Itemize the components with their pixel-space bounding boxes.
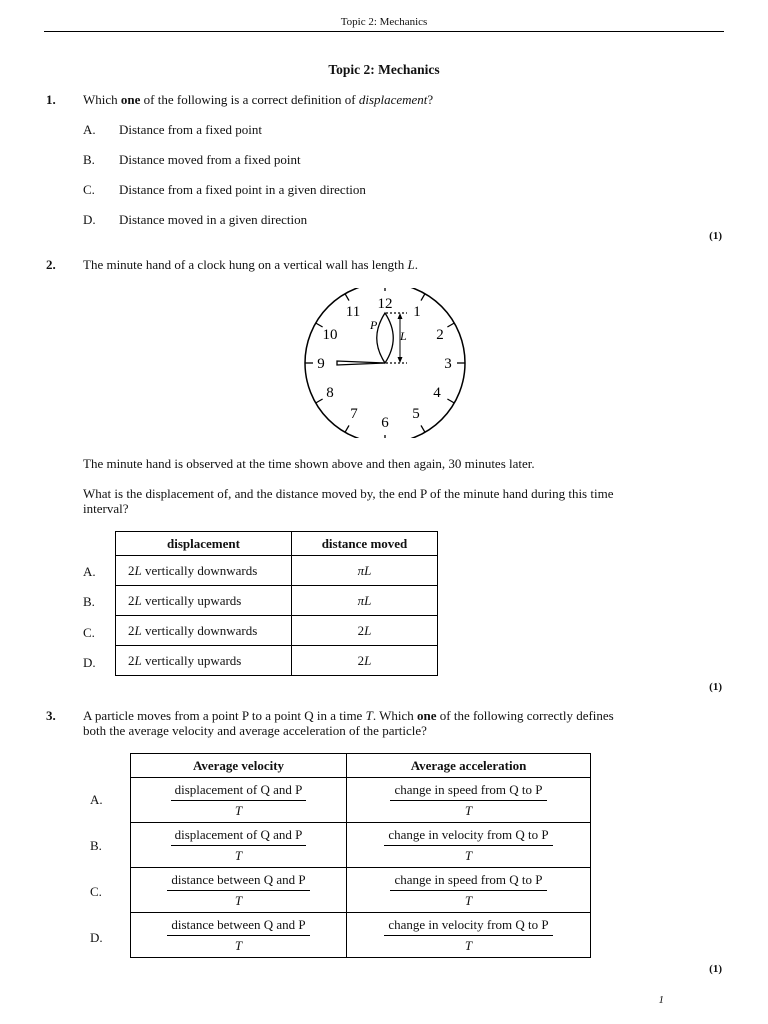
q1-text-middle: of the following is a correct definition of <box>140 92 359 107</box>
q2-option-letter: C. <box>83 625 95 640</box>
clock-numeral-7: 7 <box>350 406 358 422</box>
distance-cell <box>292 586 438 616</box>
fraction-denominator: T <box>464 802 473 818</box>
q2-option-letter: A. <box>83 564 96 579</box>
q2-question-line1: What is the displacement of, and the distance moved by, the end P of the minute hand during this time <box>83 486 614 501</box>
dist-prefix: 2 <box>357 622 365 638</box>
clock-numeral-6: 6 <box>381 415 389 431</box>
table-row <box>131 778 591 823</box>
acceleration-fraction <box>384 917 552 954</box>
disp-variable: L <box>134 622 142 638</box>
fraction-numerator: change in velocity from Q to P <box>384 827 552 846</box>
header-average-acceleration: Average acceleration <box>347 754 591 778</box>
q1-option-text: Distance from a fixed point in a given direction <box>119 182 366 197</box>
clock-numeral-10: 10 <box>322 327 338 343</box>
table-row <box>116 646 438 676</box>
hour-hand <box>337 361 385 365</box>
displacement-cell <box>116 646 292 676</box>
q3-line1-bold: one <box>417 708 437 723</box>
clock-label-l: L <box>400 329 407 343</box>
q2-option-letter: B. <box>83 594 95 609</box>
clock-label-p: P <box>370 318 378 332</box>
table-row <box>116 616 438 646</box>
header-displacement: displacement <box>116 532 292 556</box>
distance-cell <box>292 556 438 586</box>
minute-hand <box>377 313 394 363</box>
fraction-numerator: displacement of Q and P <box>171 782 307 801</box>
clock-numeral-12: 12 <box>377 296 393 312</box>
distance-cell <box>292 616 438 646</box>
fraction-denominator: T <box>234 847 243 863</box>
q1-option-letter: B. <box>83 152 95 167</box>
page-title: Topic 2: Mechanics <box>328 62 440 77</box>
acceleration-cell <box>347 823 591 868</box>
disp-number: 2 <box>128 622 135 638</box>
length-arrow-head-top <box>398 313 403 319</box>
velocity-fraction <box>167 917 309 954</box>
clock-numeral-1: 1 <box>413 304 421 320</box>
clock-numeral-2: 2 <box>436 327 444 343</box>
clock-numeral-5: 5 <box>412 406 420 422</box>
q2-text-before: The minute hand of a clock hung on a vertical wall has length <box>83 257 408 272</box>
clock-numeral-11: 11 <box>345 304 361 320</box>
fraction-numerator: distance between Q and P <box>167 872 309 891</box>
q1-text-before: Which <box>83 92 121 107</box>
fraction-denominator: T <box>234 802 243 818</box>
displacement-cell <box>116 556 292 586</box>
q2-mark: (1) <box>709 681 722 693</box>
velocity-cell <box>131 868 347 913</box>
q3-option-letter: D. <box>90 930 103 945</box>
acceleration-fraction <box>390 782 546 819</box>
fraction-numerator: distance between Q and P <box>167 917 309 936</box>
q1-mark: (1) <box>709 230 722 242</box>
velocity-cell <box>131 913 347 958</box>
disp-direction: vertically upwards <box>141 652 242 668</box>
q3-text-line2: both the average velocity and average acceleration of the particle? <box>83 723 427 738</box>
fraction-numerator: change in speed from Q to P <box>390 872 546 891</box>
disp-variable: L <box>134 652 142 668</box>
q3-line1-before: A particle moves from a point P to a point Q in a time <box>83 708 366 723</box>
header-distance-moved: distance moved <box>292 532 438 556</box>
table-row <box>116 586 438 616</box>
q2-answer-table <box>115 531 438 676</box>
q1-text <box>83 92 433 108</box>
fraction-denominator: T <box>464 937 473 953</box>
header-average-velocity: Average velocity <box>131 754 347 778</box>
displacement-cell <box>116 616 292 646</box>
clock-numeral-3: 3 <box>444 356 452 372</box>
dist-prefix: π <box>357 592 365 608</box>
velocity-cell <box>131 778 347 823</box>
acceleration-cell <box>347 868 591 913</box>
q1-option-letter: A. <box>83 122 96 137</box>
disp-number: 2 <box>128 562 135 578</box>
q1-option-text: Distance from a fixed point <box>119 122 262 137</box>
q2-text-after: . <box>414 257 419 272</box>
q3-number: 3. <box>46 708 56 723</box>
table-header-row <box>116 532 438 556</box>
q1-text-after: ? <box>427 92 434 107</box>
q1-option-text: Distance moved in a given direction <box>119 212 308 227</box>
fraction-denominator: T <box>464 892 473 908</box>
disp-number: 2 <box>128 592 135 608</box>
clock-numeral-4: 4 <box>433 385 441 401</box>
q3-text-line1 <box>83 708 614 724</box>
q3-line1-after: of the following correctly defines <box>436 708 614 723</box>
q2-text <box>83 257 418 273</box>
q3-option-letter: B. <box>90 838 102 853</box>
clock-numeral-9: 9 <box>317 356 325 372</box>
dist-variable: L <box>364 562 372 578</box>
acceleration-cell <box>347 778 591 823</box>
disp-number: 2 <box>128 652 135 668</box>
q1-option-letter: C. <box>83 182 95 197</box>
fraction-numerator: change in speed from Q to P <box>390 782 546 801</box>
q2-text-italic: L <box>407 257 415 272</box>
header-rule <box>44 31 724 32</box>
dist-prefix: 2 <box>357 652 365 668</box>
page-number: 1 <box>658 994 664 1006</box>
q2-option-letter: D. <box>83 655 96 670</box>
velocity-fraction <box>171 827 307 864</box>
table-row <box>131 823 591 868</box>
dist-variable: L <box>364 622 372 638</box>
acceleration-fraction <box>390 872 546 909</box>
fraction-numerator: displacement of Q and P <box>171 827 307 846</box>
fraction-denominator: T <box>234 937 243 953</box>
q3-answer-table <box>130 753 591 958</box>
q3-line1-middle: . Which <box>372 708 417 723</box>
fraction-denominator: T <box>464 847 473 863</box>
disp-variable: L <box>134 562 142 578</box>
dist-prefix: π <box>357 562 365 578</box>
displacement-cell <box>116 586 292 616</box>
q1-option-letter: D. <box>83 212 96 227</box>
disp-direction: vertically downwards <box>141 622 258 638</box>
dist-variable: L <box>364 652 372 668</box>
running-header: Topic 2: Mechanics <box>340 16 428 28</box>
disp-variable: L <box>134 592 142 608</box>
q2-question-line2: interval? <box>83 501 129 516</box>
table-header-row <box>131 754 591 778</box>
fraction-numerator: change in velocity from Q to P <box>384 917 552 936</box>
acceleration-fraction <box>384 827 552 864</box>
length-arrow-head-bottom <box>398 357 403 363</box>
table-row <box>116 556 438 586</box>
q3-option-letter: A. <box>90 792 103 807</box>
q1-option-text: Distance moved from a fixed point <box>119 152 301 167</box>
disp-direction: vertically downwards <box>141 562 258 578</box>
distance-cell <box>292 646 438 676</box>
q2-observed-text: The minute hand is observed at the time shown above and then again, 30 minutes later. <box>83 456 535 471</box>
velocity-fraction <box>167 872 309 909</box>
q2-number: 2. <box>46 257 56 272</box>
clock-diagram <box>300 288 470 438</box>
acceleration-cell <box>347 913 591 958</box>
disp-direction: vertically upwards <box>141 592 242 608</box>
table-row <box>131 868 591 913</box>
velocity-fraction <box>171 782 307 819</box>
fraction-denominator: T <box>234 892 243 908</box>
q1-text-bold: one <box>120 92 141 107</box>
table-row <box>131 913 591 958</box>
q3-option-letter: C. <box>90 884 102 899</box>
dist-variable: L <box>364 592 372 608</box>
clock-numeral-8: 8 <box>326 385 334 401</box>
velocity-cell <box>131 823 347 868</box>
q3-mark: (1) <box>709 963 722 975</box>
q1-number: 1. <box>46 92 56 107</box>
q1-text-italic: displacement <box>358 92 428 107</box>
q3-line1-italic: T <box>365 708 373 723</box>
